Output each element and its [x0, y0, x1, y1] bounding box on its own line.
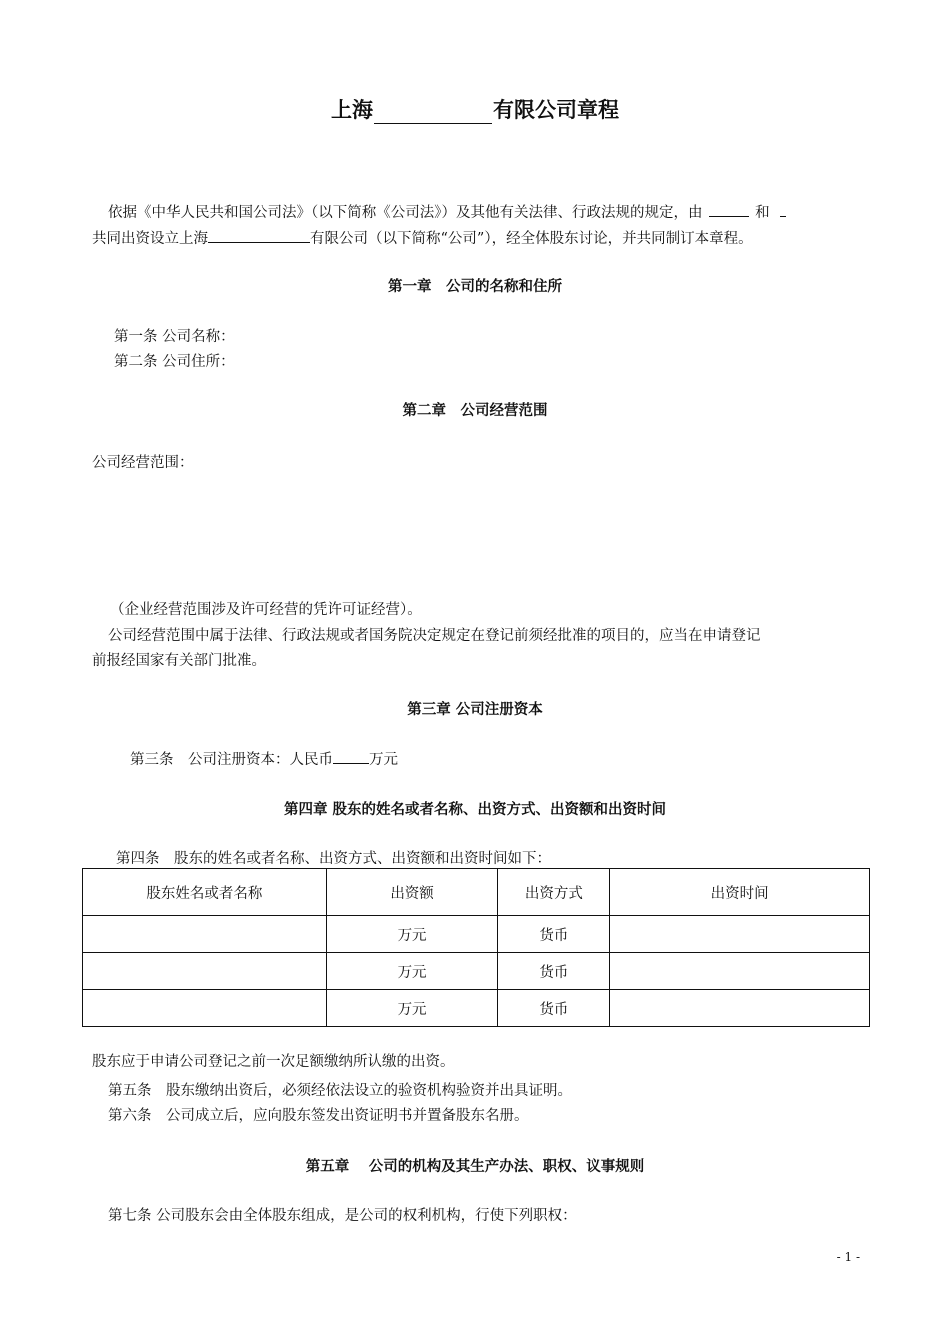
- table-header-cell: 出资时间: [610, 869, 870, 916]
- table-cell: [83, 916, 327, 953]
- table-cell: [610, 990, 870, 1027]
- table-cell: 万元: [326, 916, 498, 953]
- table-cell: 万元: [326, 990, 498, 1027]
- preamble-line-1: [108, 201, 786, 222]
- approval-line-2: 前报经国家有关部门批准。: [92, 653, 266, 669]
- table-cell: [83, 953, 327, 990]
- table-cell: 货币: [498, 916, 610, 953]
- chapter-4-heading: 第四章 股东的姓名或者名称、出资方式、出资额和出资时间: [283, 802, 667, 818]
- preamble-text-a: 依据《中华人民共和国公司法》（以下简称《公司法》）及其他有关法律、行政法规的规定，由: [108, 205, 703, 221]
- article-1: 第一条 公司名称：: [114, 329, 235, 345]
- chapter-3-heading: 第三章 公司注册资本: [407, 702, 543, 718]
- article-6: 第六条 公司成立后，应向股东签发出资证明书并置备股东名册。: [108, 1108, 529, 1124]
- table-row: [83, 953, 870, 990]
- chapter-2-heading: 第二章 公司经营范围: [402, 403, 548, 419]
- article-3: [130, 748, 398, 769]
- table-header-row: [83, 869, 870, 916]
- table-cell: 万元: [326, 953, 498, 990]
- article-4: 第四条 股东的姓名或者名称、出资方式、出资额和出资时间如下：: [116, 851, 551, 867]
- table-cell: [610, 953, 870, 990]
- title-company-blank: [374, 101, 492, 124]
- preamble-line-2: [92, 227, 753, 248]
- preamble-text-c: 共同出资设立上海: [92, 231, 208, 247]
- preamble-and: 和: [755, 205, 770, 221]
- preamble-text-d: 有限公司（以下简称“公司”），经全体股东讨论，并共同制订本章程。: [310, 231, 753, 247]
- document-title: [0, 94, 950, 124]
- page-number: - 1 -: [836, 1250, 860, 1264]
- table-header-cell: 股东姓名或者名称: [83, 869, 327, 916]
- payment-note: 股东应于申请公司登记之前一次足额缴纳所认缴的出资。: [92, 1054, 455, 1070]
- registered-capital-unit: 万元: [369, 752, 398, 768]
- license-note: （企业经营范围涉及许可经营的凭许可证经营）。: [110, 602, 422, 618]
- company-name-blank: [208, 227, 310, 243]
- shareholder-a-blank: [709, 201, 749, 217]
- table-cell: 货币: [498, 953, 610, 990]
- chapter-5-heading: 第五章 公司的机构及其生产办法、职权、议事规则: [305, 1159, 645, 1175]
- business-scope-label: 公司经营范围：: [92, 455, 194, 471]
- article-2: 第二条 公司住所：: [114, 354, 235, 370]
- table-cell: 货币: [498, 990, 610, 1027]
- article-7: 第七条 公司股东会由全体股东组成，是公司的权利机构，行使下列职权：: [108, 1208, 577, 1224]
- registered-capital-text: 第三条 公司注册资本：人民币: [130, 752, 333, 768]
- article-5: 第五条 股东缴纳出资后，必须经依法设立的验资机构验资并出具证明。: [108, 1083, 572, 1099]
- table-cell: [610, 916, 870, 953]
- title-prefix: 上海: [331, 98, 373, 122]
- table-row: [83, 990, 870, 1027]
- table-row: [83, 916, 870, 953]
- chapter-1-heading: 第一章 公司的名称和住所: [388, 279, 562, 295]
- title-suffix: 有限公司章程: [493, 98, 619, 122]
- registered-capital-blank: [333, 748, 369, 764]
- approval-line-1: 公司经营范围中属于法律、行政法规或者国务院决定规定在登记前须经批准的项目的，应当在申请登记: [108, 628, 761, 644]
- table-header-cell: 出资额: [326, 869, 498, 916]
- shareholder-b-blank: [780, 201, 786, 217]
- table-header-cell: 出资方式: [498, 869, 610, 916]
- table-cell: [83, 990, 327, 1027]
- shareholder-table: [82, 868, 870, 1027]
